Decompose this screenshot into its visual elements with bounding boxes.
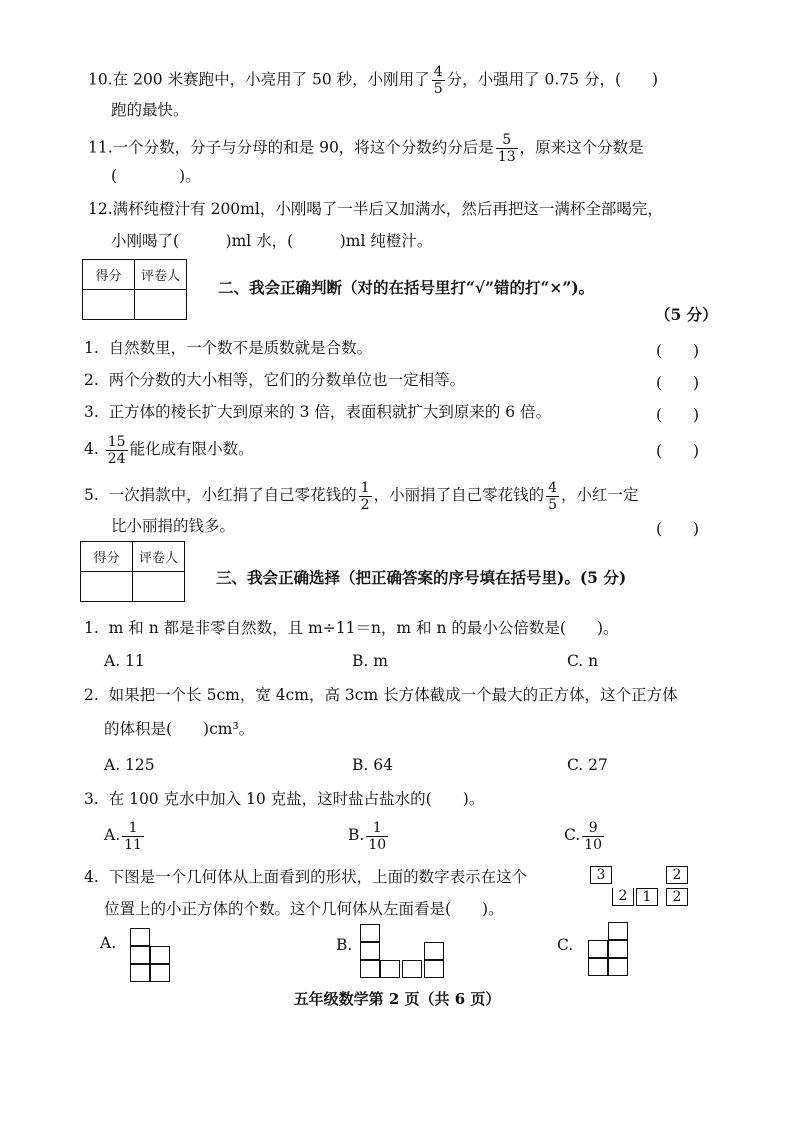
choice-question-4-cont: 位置上的小正方体的个数。这个几何体从左面看是( )。	[104, 900, 504, 918]
score-cell[interactable]	[81, 572, 133, 602]
fraction: $\frac{15}{24}$	[107, 433, 126, 467]
option-b: B. m	[352, 652, 388, 670]
option-c: C. 27	[567, 756, 608, 774]
question-10: 10.在 200 米赛跑中，小亮用了 50 秒，小刚用了 $\frac{4}{5}$ 分，小强用了 0.75 分，( )	[88, 64, 659, 97]
judge-item-2: 2. 两个分数的大小相等，它们的分数单位也一定相等。	[84, 371, 466, 389]
top-view-cell: 3	[590, 866, 612, 884]
option-b: B. 64	[352, 756, 393, 774]
choice-question-1: 1. m 和 n 都是非零自然数，且 m÷11＝n，m 和 n 的最小公倍数是( )。	[84, 619, 619, 637]
fraction: $\frac{4}{5}$	[433, 64, 443, 97]
section-2-title: 二、我会正确判断（对的在括号里打“√”错的打“×”)。	[218, 278, 595, 297]
fraction: $\frac{1}{11}$	[124, 819, 142, 853]
section-3-title: 三、我会正确选择（把正确答案的序号填在括号里)。(5 分)	[216, 568, 627, 587]
top-view-cell: 1	[636, 888, 658, 906]
top-view-cell: 2	[666, 866, 688, 884]
fraction: $\frac{1}{10}$	[368, 819, 387, 853]
option-b: B.	[336, 936, 353, 954]
choice-question-4: 4. 下图是一个几何体从上面看到的形状，上面的数字表示在这个	[84, 868, 528, 886]
choice-question-2-cont: 的体积是( )cm³。	[104, 720, 255, 738]
choice-question-2: 2. 如果把一个长 5cm，宽 4cm，高 3cm 长方体截成一个最大的正方体，这个正方体	[84, 686, 678, 704]
grader-cell[interactable]	[135, 290, 187, 320]
question-12-cont: 小刚喝了( )ml 水，( )ml 纯橙汁。	[111, 232, 433, 250]
choice-question-3: 3. 在 100 克水中加入 10 克盐，这时盐占盐水的( )。	[84, 790, 485, 808]
score-cell[interactable]	[83, 290, 135, 320]
score-box: 得分 评卷人	[80, 541, 185, 602]
question-11-cont: ( )。	[111, 167, 201, 185]
score-box: 得分 评卷人	[82, 259, 187, 320]
judge-item-5: 5. 一次捐款中，小红捐了自己零花钱的 $\frac{1}{2}$ ，小丽捐了自己零花钱的 $\frac{4}{5}$ ，小红一定	[84, 479, 639, 513]
fraction: $\frac{9}{10}$	[584, 819, 603, 853]
option-c: C.	[557, 936, 574, 954]
grader-cell[interactable]	[133, 572, 185, 602]
judge-item-1: 1. 自然数里，一个数不是质数就是合数。	[84, 339, 373, 357]
top-view-cell: 2	[666, 888, 688, 906]
answer-paren[interactable]: ( )	[656, 406, 700, 424]
answer-paren[interactable]: ( )	[656, 442, 700, 460]
fraction: $\frac{5}{13}$	[497, 132, 516, 165]
answer-paren[interactable]: ( )	[656, 374, 700, 392]
fraction: $\frac{4}{5}$	[548, 479, 558, 513]
option-b: B. $\frac{1}{10}$	[348, 819, 387, 853]
option-c: C. $\frac{9}{10}$	[564, 819, 603, 853]
question-12: 12.满杯纯橙汁有 200ml，小刚喝了一半后又加满水，然后再把这一满杯全部喝完，	[88, 200, 663, 218]
page-footer: 五年级数学第 2 页（共 6 页）	[293, 990, 501, 1008]
question-11: 11.一个分数，分子与分母的和是 90，将这个分数约分后是 $\frac{5}{13}$ ，原来这个分数是	[88, 132, 644, 165]
option-a: A.	[100, 934, 117, 952]
option-a: A. 125	[104, 756, 155, 774]
answer-paren[interactable]: ( )	[656, 342, 700, 360]
option-c: C. n	[567, 652, 599, 670]
top-view-cell: 2	[612, 888, 634, 906]
judge-item-3: 3. 正方体的棱长扩大到原来的 3 倍，表面积就扩大到原来的 6 倍。	[84, 403, 552, 421]
fraction: $\frac{1}{2}$	[360, 479, 370, 513]
answer-paren[interactable]: ( )	[656, 520, 700, 538]
section-2-points: （5 分）	[655, 305, 718, 324]
judge-item-5-cont: 比小丽捐的钱多。	[111, 517, 236, 535]
question-10-cont: 跑的最快。	[111, 101, 189, 119]
option-a: A. 11	[104, 652, 145, 670]
judge-item-4: 4. $\frac{15}{24}$ 能化成有限小数。	[84, 433, 254, 467]
option-a: A. $\frac{1}{11}$	[104, 819, 142, 853]
